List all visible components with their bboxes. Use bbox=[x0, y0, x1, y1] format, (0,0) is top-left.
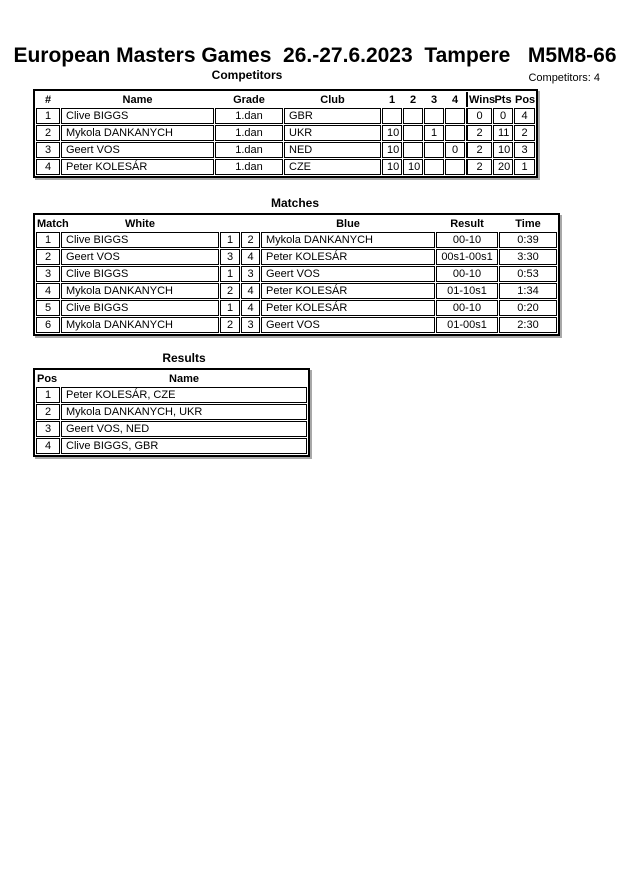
score-vs-1 bbox=[382, 108, 402, 124]
result-name: Peter KOLESÁR, CZE bbox=[61, 387, 307, 403]
competitor-pos: 4 bbox=[514, 108, 535, 124]
competitor-pos: 1 bbox=[514, 159, 535, 175]
match-row bbox=[36, 283, 557, 299]
col-header-pos: Pos bbox=[37, 372, 58, 385]
result-pos: 2 bbox=[36, 404, 60, 420]
col-header-pts: Pts bbox=[494, 93, 512, 106]
blue-seed: 2 bbox=[241, 232, 260, 248]
competitor-club: UKR bbox=[284, 125, 381, 141]
col-header-white-num bbox=[220, 216, 240, 231]
white-name: Geert VOS bbox=[61, 249, 219, 265]
competitor-number: 2 bbox=[36, 125, 60, 141]
match-result: 00s1-00s1 bbox=[436, 249, 498, 265]
match-row bbox=[36, 317, 557, 333]
competitor-name: Clive BIGGS bbox=[61, 108, 214, 124]
results-heading: Results bbox=[162, 351, 206, 365]
match-row bbox=[36, 266, 557, 282]
score-vs-2 bbox=[403, 108, 423, 124]
competitor-pts: 0 bbox=[493, 108, 513, 124]
match-time: 0:39 bbox=[499, 232, 557, 248]
score-vs-2 bbox=[403, 125, 423, 141]
result-row bbox=[36, 438, 307, 454]
score-vs-1: 10 bbox=[382, 159, 402, 175]
competitor-name: Peter KOLESÁR bbox=[61, 159, 214, 175]
match-number: 1 bbox=[36, 232, 60, 248]
score-vs-3: 1 bbox=[424, 125, 444, 141]
score-vs-3 bbox=[424, 142, 444, 158]
col-header-blue: Blue bbox=[336, 217, 360, 230]
competitor-row bbox=[36, 125, 535, 141]
competitors-count: Competitors: 4 bbox=[528, 72, 600, 84]
match-row bbox=[36, 249, 557, 265]
blue-seed: 4 bbox=[241, 283, 260, 299]
white-seed: 3 bbox=[220, 249, 240, 265]
score-vs-4 bbox=[445, 108, 465, 124]
white-name: Clive BIGGS bbox=[61, 266, 219, 282]
result-pos: 3 bbox=[36, 421, 60, 437]
white-seed: 2 bbox=[220, 317, 240, 333]
competitor-row bbox=[36, 142, 535, 158]
score-vs-2: 10 bbox=[403, 159, 423, 175]
match-result: 00-10 bbox=[436, 232, 498, 248]
results-table bbox=[33, 368, 310, 457]
blue-seed: 4 bbox=[241, 249, 260, 265]
col-header-2: 2 bbox=[409, 93, 417, 106]
match-row bbox=[36, 300, 557, 316]
competitor-row bbox=[36, 159, 535, 175]
col-header-4: 4 bbox=[451, 93, 459, 106]
col-header-grade: Grade bbox=[233, 93, 265, 106]
competitor-row bbox=[36, 108, 535, 124]
match-time: 0:53 bbox=[499, 266, 557, 282]
match-number: 5 bbox=[36, 300, 60, 316]
score-vs-3 bbox=[424, 159, 444, 175]
col-header-match: Match bbox=[37, 217, 69, 230]
match-time: 2:30 bbox=[499, 317, 557, 333]
competitor-number: 1 bbox=[36, 108, 60, 124]
score-vs-1: 10 bbox=[382, 125, 402, 141]
matches-heading: Matches bbox=[270, 196, 320, 210]
score-vs-4 bbox=[445, 125, 465, 141]
blue-name: Peter KOLESÁR bbox=[261, 300, 435, 316]
competitor-name: Mykola DANKANYCH bbox=[61, 125, 214, 141]
competitor-grade: 1.dan bbox=[215, 142, 283, 158]
match-time: 1:34 bbox=[499, 283, 557, 299]
blue-name: Peter KOLESÁR bbox=[261, 249, 435, 265]
competitor-grade: 1.dan bbox=[215, 108, 283, 124]
page-title: European Masters Games 26.-27.6.2023 Tampere M5M8-66 bbox=[13, 44, 617, 67]
competitors-heading: Competitors bbox=[211, 68, 283, 82]
col-header-time: Time bbox=[515, 217, 541, 230]
white-seed: 1 bbox=[220, 300, 240, 316]
competitors-table bbox=[33, 89, 538, 178]
blue-name: Geert VOS bbox=[261, 266, 435, 282]
match-number: 6 bbox=[36, 317, 60, 333]
competitor-wins: 2 bbox=[466, 142, 492, 158]
score-vs-3 bbox=[424, 108, 444, 124]
score-vs-2 bbox=[403, 142, 423, 158]
result-name: Mykola DANKANYCH, UKR bbox=[61, 404, 307, 420]
competitor-pos: 2 bbox=[514, 125, 535, 141]
result-name: Clive BIGGS, GBR bbox=[61, 438, 307, 454]
col-header-wins: Wins bbox=[466, 92, 492, 107]
competitor-club: NED bbox=[284, 142, 381, 158]
match-result: 01-10s1 bbox=[436, 283, 498, 299]
competitor-wins: 2 bbox=[466, 125, 492, 141]
result-name: Geert VOS, NED bbox=[61, 421, 307, 437]
col-header-3: 3 bbox=[430, 93, 438, 106]
competitor-club: CZE bbox=[284, 159, 381, 175]
score-vs-1: 10 bbox=[382, 142, 402, 158]
result-row bbox=[36, 421, 307, 437]
white-seed: 2 bbox=[220, 283, 240, 299]
matches-table bbox=[33, 213, 560, 336]
blue-name: Geert VOS bbox=[261, 317, 435, 333]
col-header-club: Club bbox=[320, 93, 345, 106]
competitor-name: Geert VOS bbox=[61, 142, 214, 158]
competitor-club: GBR bbox=[284, 108, 381, 124]
col-header-blue-num bbox=[241, 216, 260, 231]
match-time: 3:30 bbox=[499, 249, 557, 265]
col-header-name: Name bbox=[122, 93, 153, 106]
col-header-number: # bbox=[44, 93, 52, 106]
blue-seed: 3 bbox=[241, 317, 260, 333]
match-row bbox=[36, 232, 557, 248]
match-time: 0:20 bbox=[499, 300, 557, 316]
white-name: Mykola DANKANYCH bbox=[61, 283, 219, 299]
competitor-pts: 11 bbox=[493, 125, 513, 141]
competitor-grade: 1.dan bbox=[215, 125, 283, 141]
match-number: 2 bbox=[36, 249, 60, 265]
col-header-result: Result bbox=[450, 217, 484, 230]
blue-seed: 4 bbox=[241, 300, 260, 316]
matches-header-row bbox=[36, 216, 557, 231]
result-row bbox=[36, 387, 307, 403]
match-result: 01-00s1 bbox=[436, 317, 498, 333]
competitor-wins: 2 bbox=[466, 159, 492, 175]
competitor-pos: 3 bbox=[514, 142, 535, 158]
white-name: Clive BIGGS bbox=[61, 232, 219, 248]
col-header-name: Name bbox=[169, 372, 199, 385]
result-pos: 4 bbox=[36, 438, 60, 454]
blue-name: Peter KOLESÁR bbox=[261, 283, 435, 299]
result-pos: 1 bbox=[36, 387, 60, 403]
competitor-grade: 1.dan bbox=[215, 159, 283, 175]
white-seed: 1 bbox=[220, 266, 240, 282]
competitors-header-row bbox=[36, 92, 535, 107]
score-vs-4 bbox=[445, 159, 465, 175]
competitor-number: 4 bbox=[36, 159, 60, 175]
competitor-pts: 10 bbox=[493, 142, 513, 158]
white-name: Mykola DANKANYCH bbox=[61, 317, 219, 333]
col-header-pos: Pos bbox=[515, 93, 536, 106]
match-number: 4 bbox=[36, 283, 60, 299]
white-name: Clive BIGGS bbox=[61, 300, 219, 316]
col-header-1: 1 bbox=[388, 93, 396, 106]
competitor-pts: 20 bbox=[493, 159, 513, 175]
match-result: 00-10 bbox=[436, 300, 498, 316]
match-number: 3 bbox=[36, 266, 60, 282]
match-result: 00-10 bbox=[436, 266, 498, 282]
result-row bbox=[36, 404, 307, 420]
col-header-white: White bbox=[125, 217, 155, 230]
blue-name: Mykola DANKANYCH bbox=[261, 232, 435, 248]
white-seed: 1 bbox=[220, 232, 240, 248]
competitor-number: 3 bbox=[36, 142, 60, 158]
results-header-row bbox=[36, 371, 307, 386]
score-vs-4: 0 bbox=[445, 142, 465, 158]
blue-seed: 3 bbox=[241, 266, 260, 282]
competitor-wins: 0 bbox=[466, 108, 492, 124]
